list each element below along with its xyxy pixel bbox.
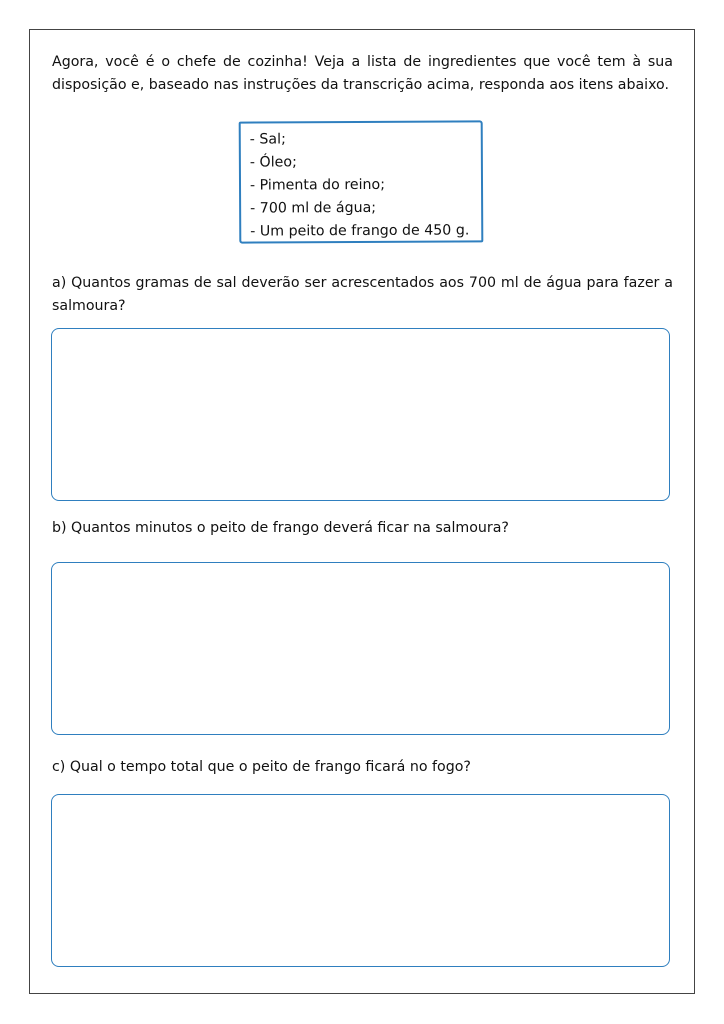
ingredient-item: - Um peito de frango de 450 g. xyxy=(250,222,470,240)
ingredient-item: - Sal; xyxy=(249,131,286,148)
ingredient-item: - 700 ml de água; xyxy=(250,199,377,217)
instructions-paragraph: Agora, você é o chefe de cozinha! Veja a lista de ingredientes que você tem à sua disposição e, baseado nas instruções da transcrição acima, responda aos itens abaixo. xyxy=(52,54,673,93)
answer-box-a[interactable] xyxy=(51,328,670,501)
ingredient-item: - Pimenta do reino; xyxy=(249,176,386,194)
question-a: a) Quantos gramas de sal deverão ser acrescentados aos 700 ml de água para fazer a salmoura? xyxy=(52,275,673,314)
question-c: c) Qual o tempo total que o peito de frango ficará no fogo? xyxy=(52,759,471,775)
ingredient-list xyxy=(250,127,482,243)
answer-box-c[interactable] xyxy=(51,794,670,967)
ingredient-list-box xyxy=(239,120,484,243)
question-b: b) Quantos minutos o peito de frango deverá ficar na salmoura? xyxy=(52,520,509,536)
answer-box-b[interactable] xyxy=(51,562,670,735)
ingredient-item: - Óleo; xyxy=(249,154,297,171)
